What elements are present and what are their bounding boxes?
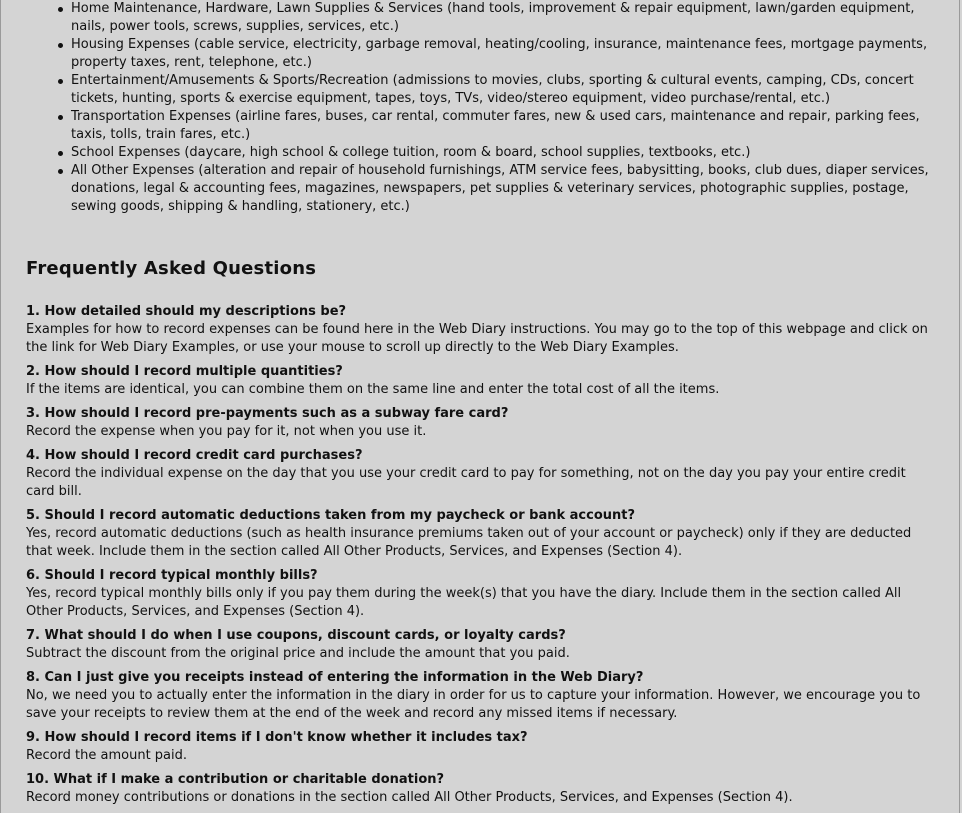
category-housing: Housing Expenses (cable service, electricity, garbage removal, heating/cooling, insurance, maintenance fees, mortgage payments, property taxes, rent, telephone, etc.) <box>26 36 938 72</box>
faq-answer: Subtract the discount from the original price and include the amount that you paid. <box>26 646 570 661</box>
faq-item <box>26 447 938 501</box>
faq-answer: Record money contributions or donations in the section called All Other Products, Services, and Expenses (Section 4). <box>26 790 793 805</box>
faq-question: 1. How detailed should my descriptions be? <box>26 304 347 319</box>
faq-answer: Examples for how to record expenses can be found here in the Web Diary instructions. You may go to the top of this webpage and click on the link for Web Diary Examples, or use your mouse to scroll up directly to the Web Diary Examples. <box>26 322 928 355</box>
faq-question: 3. How should I record pre-payments such as a subway fare card? <box>26 406 509 421</box>
faq-answer: Record the expense when you pay for it, not when you use it. <box>26 424 427 439</box>
faq-answer: Record the individual expense on the day that you use your credit card to pay for something, not on the day you pay your entire credit card bill. <box>26 466 906 499</box>
expense-category-list <box>26 0 938 216</box>
faq-question: 4. How should I record credit card purchases? <box>26 448 363 463</box>
faq-answer: No, we need you to actually enter the information in the diary in order for us to capture your information. However, we encourage you to save your receipts to review them at the end of the week and record any missed items if necessary. <box>26 688 921 721</box>
faq-question: 2. How should I record multiple quantities? <box>26 364 343 379</box>
faq-list <box>26 303 938 813</box>
faq-question: 9. How should I record items if I don't know whether it includes tax? <box>26 730 528 745</box>
faq-item <box>26 729 938 765</box>
faq-heading: Frequently Asked Questions <box>26 258 317 279</box>
category-all-other: All Other Expenses (alteration and repair of household furnishings, ATM service fees, babysitting, books, club dues, diaper services, donations, legal & accounting fees, magazines, newspapers, pet supplies & veterinary services, photographic supplies, postage, sewing goods, shipping & handling, stationery, etc.) <box>26 162 938 216</box>
faq-item <box>26 627 938 663</box>
category-school: School Expenses (daycare, high school & college tuition, room & board, school supplies, textbooks, etc.) <box>26 144 938 162</box>
faq-answer: If the items are identical, you can combine them on the same line and enter the total cost of all the items. <box>26 382 720 397</box>
category-home-maintenance: Home Maintenance, Hardware, Lawn Supplies & Services (hand tools, improvement & repair equipment, lawn/garden equipment, nails, power tools, screws, supplies, services, etc.) <box>26 0 938 36</box>
faq-item <box>26 405 938 441</box>
faq-question: 5. Should I record automatic deductions taken from my paycheck or bank account? <box>26 508 636 523</box>
faq-item <box>26 303 938 357</box>
faq-answer: Yes, record typical monthly bills only if you pay them during the week(s) that you have the diary. Include them in the section called All Other Products, Services, and Expenses (Section 4). <box>26 586 902 619</box>
faq-item <box>26 507 938 561</box>
faq-question: 7. What should I do when I use coupons, discount cards, or loyalty cards? <box>26 628 566 643</box>
category-entertainment: Entertainment/Amusements & Sports/Recreation (admissions to movies, clubs, sporting & cultural events, camping, CDs, concert tickets, hunting, sports & exercise equipment, tapes, toys, TVs, video/stereo equipment, video purchase/rental, etc.) <box>26 72 938 108</box>
faq-item <box>26 363 938 399</box>
faq-item <box>26 669 938 723</box>
faq-question: 6. Should I record typical monthly bills? <box>26 568 318 583</box>
page-content <box>26 0 938 805</box>
faq-answer: Record the amount paid. <box>26 748 188 763</box>
faq-answer: Yes, record automatic deductions (such as health insurance premiums taken out of your account or paycheck) only if they are deducted that week. Include them in the section called All Other Products, Services, and Expenses (Section 4). <box>26 526 912 559</box>
faq-item <box>26 567 938 621</box>
faq-item <box>26 771 938 807</box>
faq-question: 10. What if I make a contribution or charitable donation? <box>26 772 445 787</box>
category-transportation: Transportation Expenses (airline fares, buses, car rental, commuter fares, new & used cars, maintenance and repair, parking fees, taxis, tolls, train fares, etc.) <box>26 108 938 144</box>
faq-question: 8. Can I just give you receipts instead of entering the information in the Web Diary? <box>26 670 644 685</box>
